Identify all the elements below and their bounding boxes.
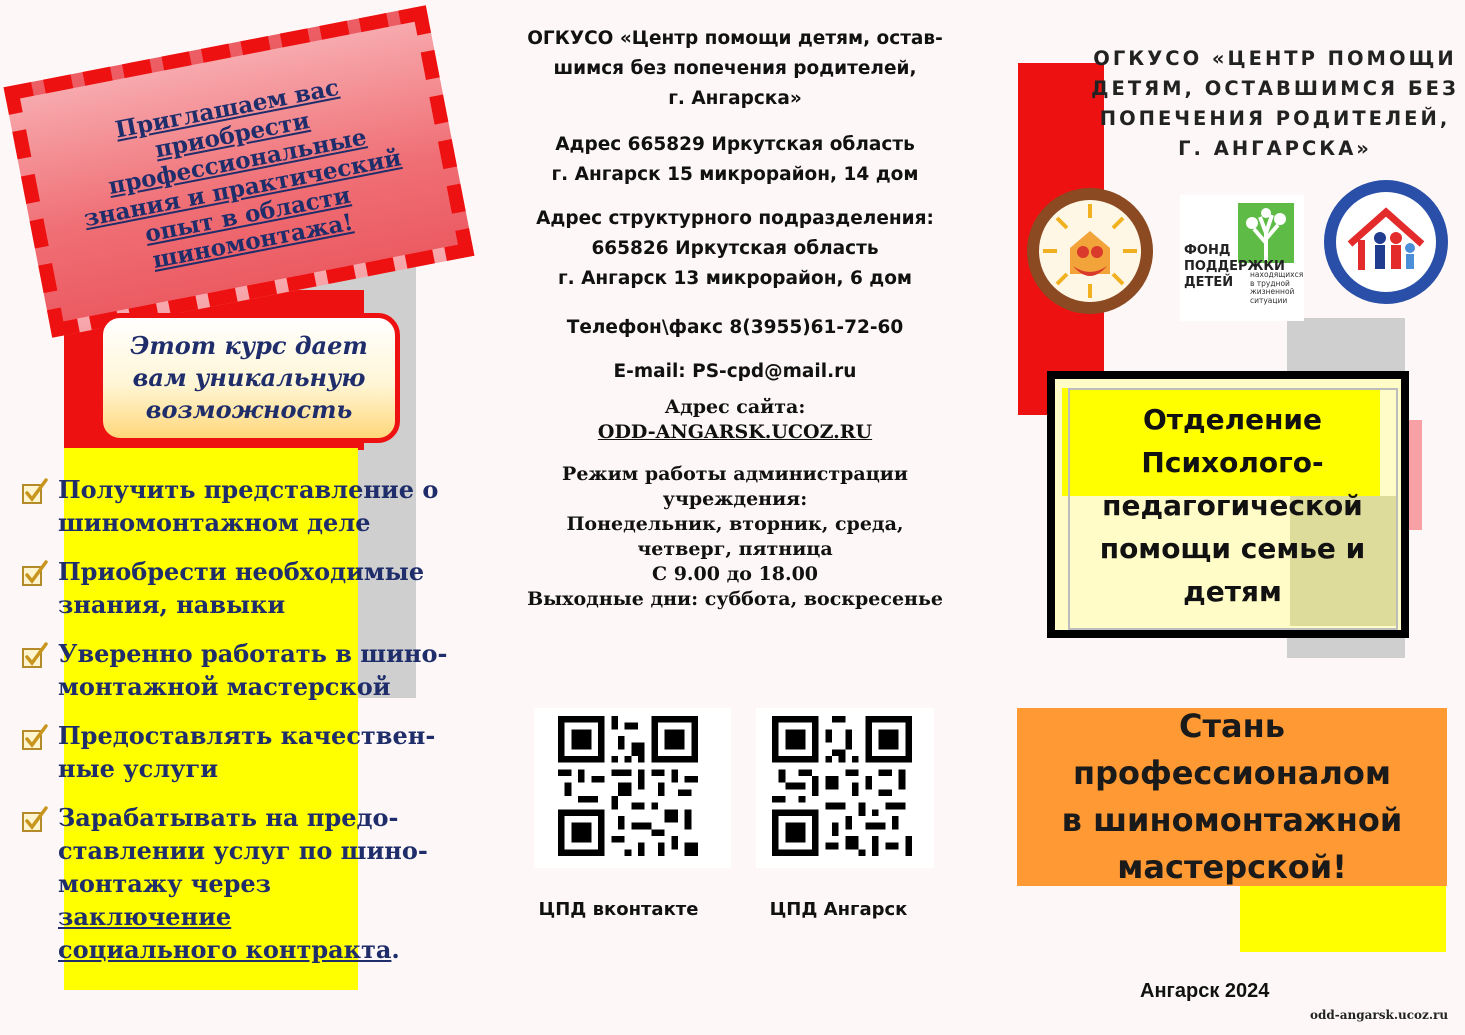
phone: Телефон\факс 8(3955)61-72-60: [566, 317, 904, 338]
benefits-list: [20, 473, 450, 982]
qr-card-vk: [534, 708, 731, 868]
site-label: Адрес сайта:: [664, 396, 806, 418]
benefit-item: [20, 637, 450, 703]
work-schedule: Режим работы администрации учреждения: Понедельник, вторник, среда, четверг, пятница С 9.00 до 18.00 Выходные дни: суббота, воскресенье: [527, 463, 943, 610]
benefit-item: [20, 719, 450, 785]
fund-logo: [1180, 195, 1304, 321]
org-name: ОГКУСО «Центр помощи детям, остав- шимся без попечения родителей, г. Ангарска»: [527, 28, 943, 109]
invite-text: Приглашаем вас приобрести профессиональные знания и практический опыт в области шиномонтажа!: [81, 73, 404, 274]
benefit-item: [20, 555, 450, 621]
course-callout: Этот курс дает вам уникальную возможность: [98, 313, 400, 443]
checkbox-checked-icon: [20, 641, 50, 669]
footer-city-year: Ангарск 2024: [1140, 980, 1270, 1002]
org-title: ОГКУСО «ЦЕНТР ПОМОЩИ ДЕТЯМ, ОСТАВШИМСЯ БЕЗ ПОПЕЧЕНИЯ РОДИТЕЛЕЙ, Г. АНГАРСКА»: [1091, 47, 1459, 160]
benefit-text-suffix: .: [391, 935, 400, 964]
qr-caption-angarsk: ЦПД Ангарск: [769, 899, 908, 920]
slogan: Стань профессионалом в шиномонтажной мастерской!: [1017, 708, 1447, 886]
site-watermark: odd-angarsk.ucoz.ru: [1310, 1008, 1449, 1022]
branch-address: Адрес структурного подразделения: 665826 Иркутская область г. Ангарск 13 микрорайон, 6 дом: [536, 208, 934, 289]
fund-logo-subtext: находящихся в трудной жизненной ситуации: [1250, 270, 1304, 305]
benefit-text: Уверенно работать в шино- монтажной мастерской: [58, 639, 448, 701]
department-title: Отделение Психолого- педагогической помощи семье и детям: [1099, 402, 1366, 608]
checkbox-checked-icon: [20, 723, 50, 751]
social-contract-link[interactable]: заключение социального контракта: [58, 902, 392, 964]
benefit-text-last: [58, 801, 450, 966]
qr-card-angarsk: [756, 708, 934, 868]
sun-family-logo-icon: [1025, 186, 1155, 316]
qr-code-icon[interactable]: [772, 716, 912, 856]
qr-code-icon[interactable]: [558, 716, 698, 856]
benefit-text-prefix: Зарабатывать на предо- ставлении услуг по шино- монтажу через: [58, 803, 428, 898]
benefit-item: [20, 801, 450, 966]
benefit-text: Получить представление о шиномонтажном деле: [58, 475, 439, 537]
email[interactable]: E-mail: PS-cpd@mail.ru: [613, 361, 857, 382]
benefit-item: [20, 473, 450, 539]
address: Адрес 665829 Иркутская область г. Ангарск 15 микрорайон, 14 дом: [551, 134, 919, 185]
qr-caption-vk: ЦПД вконтакте: [538, 899, 699, 920]
benefit-text: Предоставлять качествен- ные услуги: [58, 721, 436, 783]
checkbox-checked-icon: [20, 559, 50, 587]
site-url-link[interactable]: ODD-ANGARSK.UCOZ.RU: [597, 421, 873, 443]
checkbox-checked-icon: [20, 477, 50, 505]
house-family-logo-icon: [1322, 178, 1450, 306]
fund-logo-text: ФОНД ПОДДЕРЖКИ ДЕТЕЙ: [1184, 243, 1285, 290]
benefit-text: Приобрести необходимые знания, навыки: [58, 557, 425, 619]
checkbox-checked-icon: [20, 805, 50, 833]
